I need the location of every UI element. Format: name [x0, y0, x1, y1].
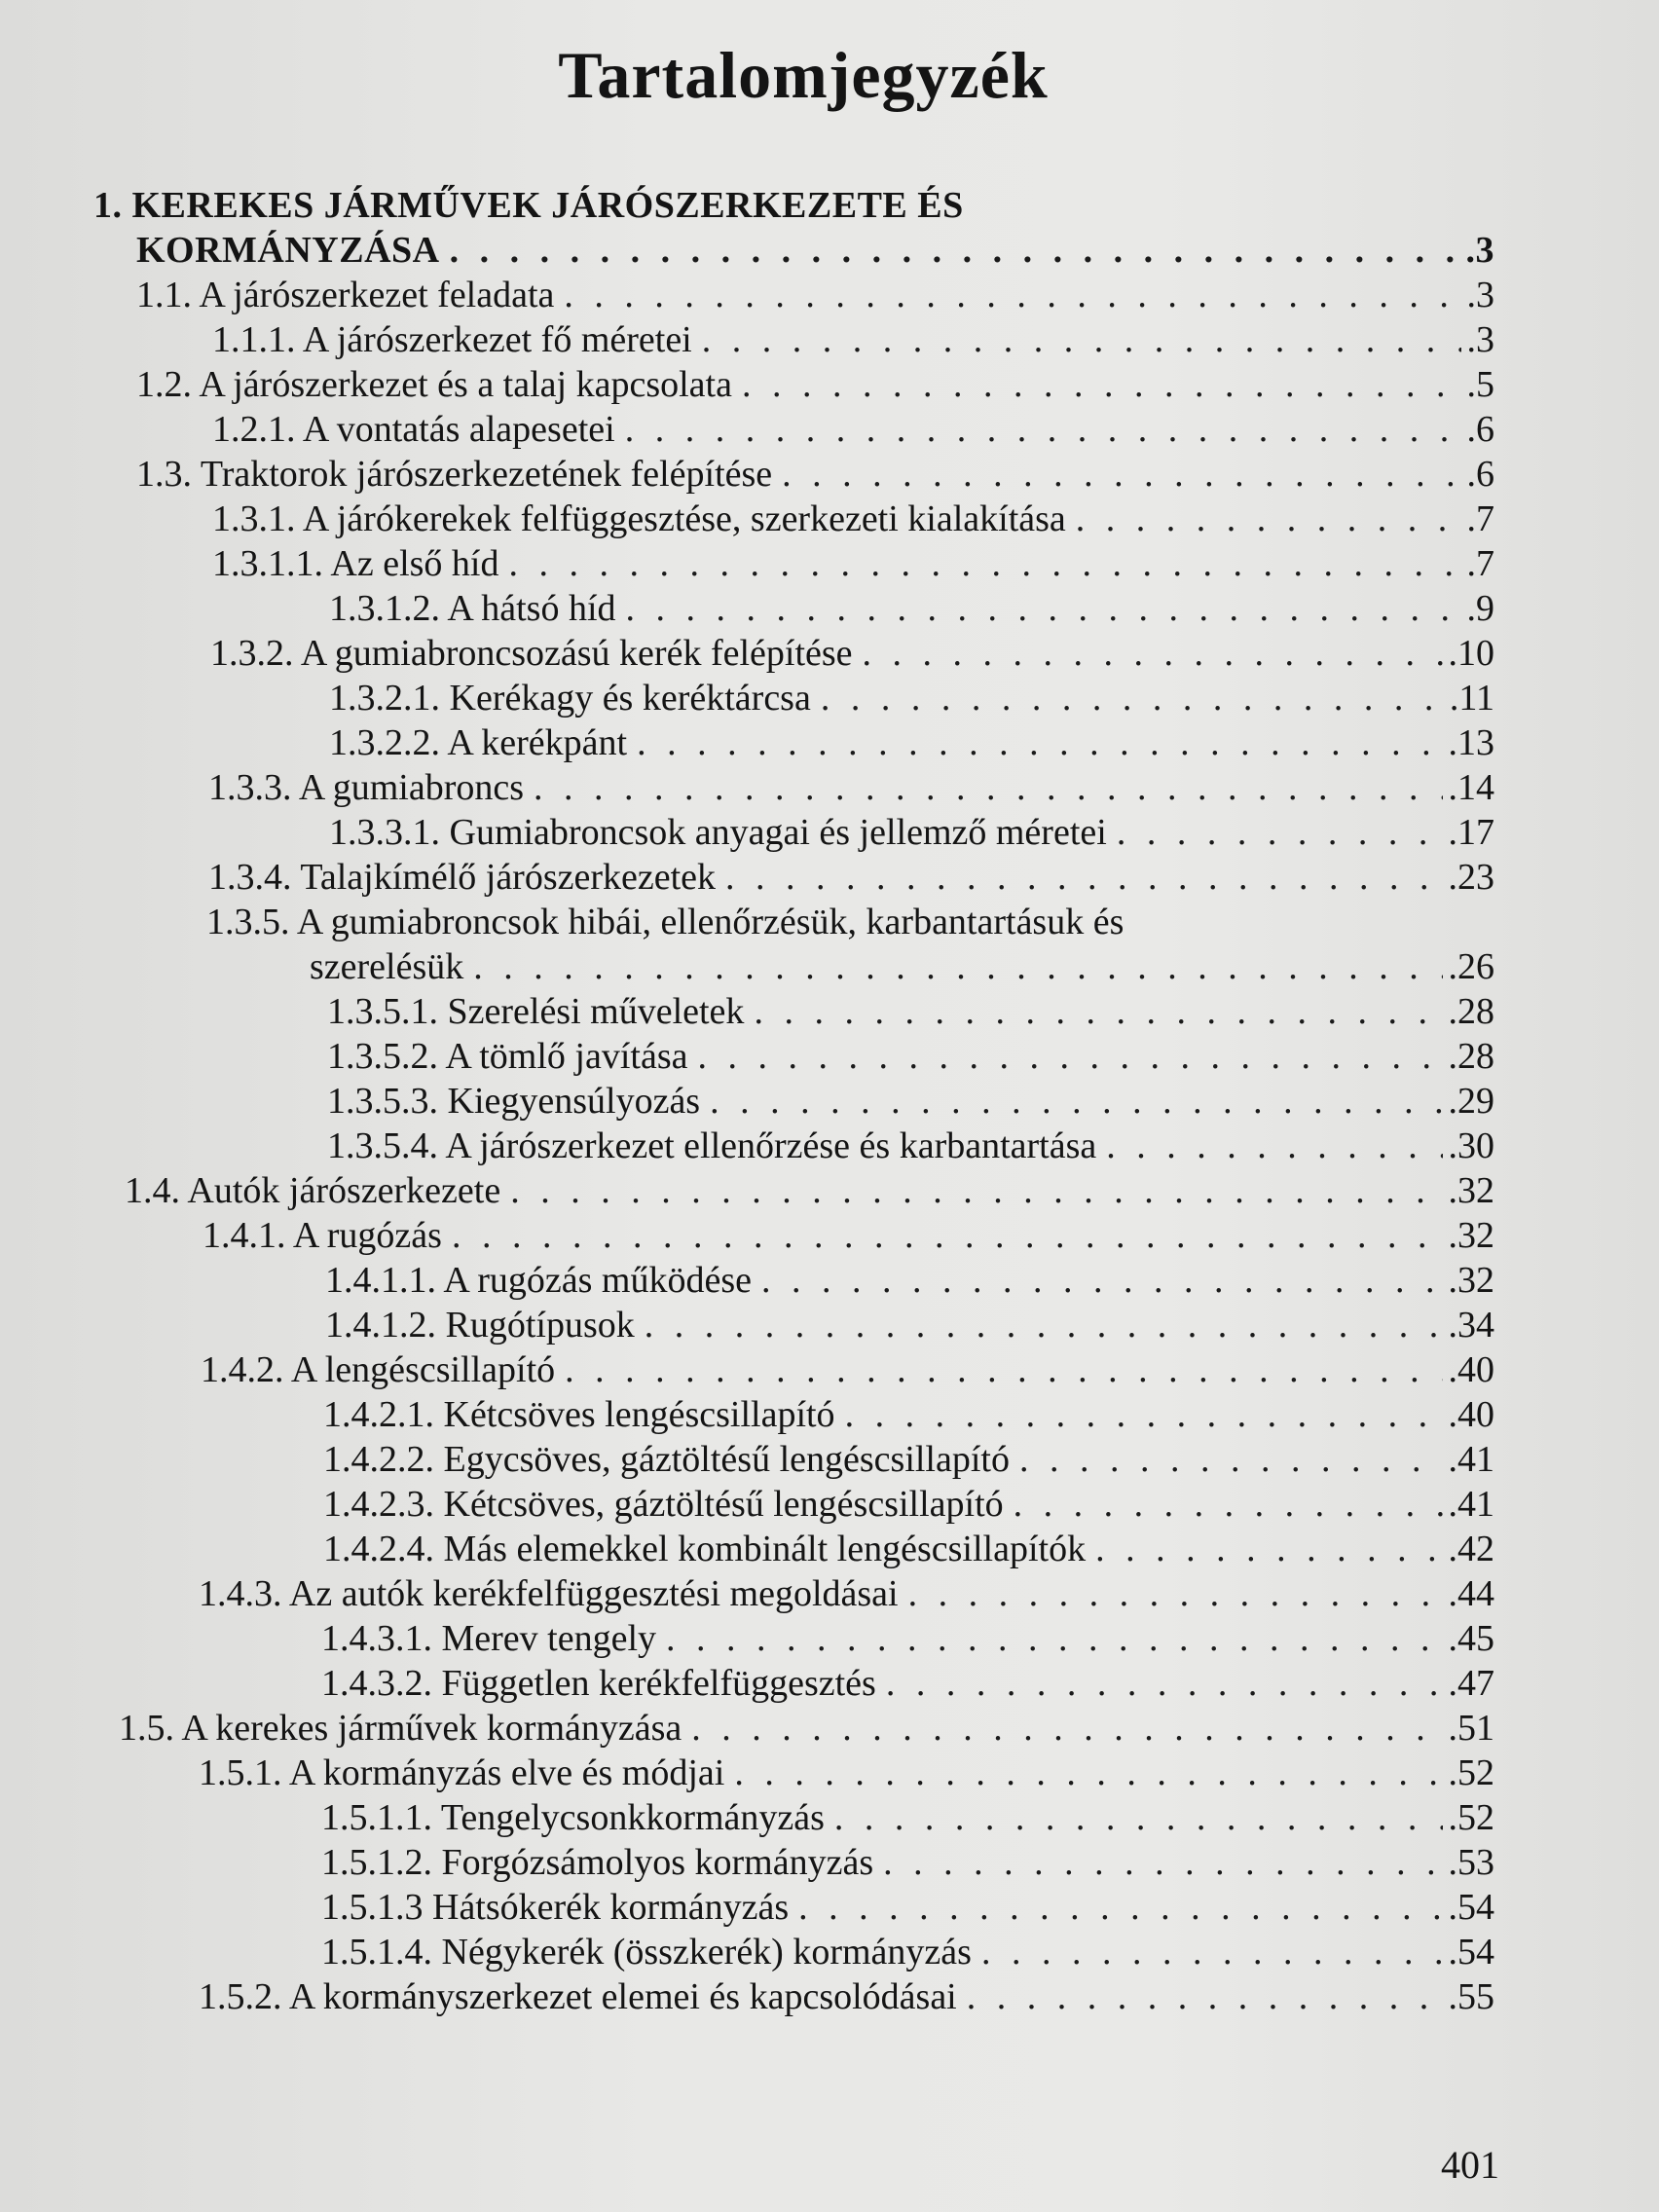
entry-label: 1.3.3. A gumiabroncs	[208, 767, 525, 808]
chapter-heading-line2: KORMÁNYZÁSA	[136, 230, 440, 271]
entry-label: 1.3.1. A járókerekek felfüggesztése, szerkezeti kialakítása	[212, 498, 1066, 539]
toc-entry	[203, 1213, 1494, 1258]
toc-entry-wrapped-line1: 1.3.5. A gumiabroncsok hibái, ellenőrzésük, karbantartásuk és	[206, 902, 1124, 942]
toc-entry	[325, 1303, 1494, 1347]
leader-dots	[742, 362, 1461, 407]
leader-dots	[1106, 1124, 1442, 1168]
page-number: .34	[1448, 1305, 1494, 1346]
leader-dots	[564, 273, 1460, 317]
leader-dots	[821, 676, 1444, 720]
entry-label: 1.4.2. A lengéscsillapító	[201, 1349, 556, 1390]
entry-label: szerelésük	[310, 946, 464, 987]
toc-entry	[321, 1795, 1494, 1840]
leader-dots	[734, 1751, 1442, 1795]
entry-label: 1.1.1. A járószerkezet fő méretei	[212, 319, 692, 360]
toc-entry	[325, 1258, 1494, 1303]
entry-label: 1.4.3.1. Merev tengely	[321, 1618, 657, 1659]
leader-dots	[450, 228, 1460, 273]
entry-label: 1.2.1. A vontatás alapesetei	[212, 409, 615, 450]
entry-label: 1.4.1. A rugózás	[203, 1215, 442, 1256]
entry-label: 1.4.2.4. Más elemekkel kombinált lengéscsillapítók	[323, 1529, 1087, 1569]
toc-entry	[199, 1974, 1494, 2019]
toc-entry	[212, 407, 1494, 452]
leader-dots	[666, 1616, 1442, 1661]
chapter-heading-line1: 1. KEREKES JÁRMŰVEK JÁRÓSZERKEZETE ÉS	[93, 185, 964, 226]
page-number: .11	[1449, 678, 1494, 719]
toc-entry	[327, 1124, 1494, 1168]
leader-dots	[508, 541, 1460, 586]
toc-entry	[321, 1930, 1494, 1974]
page-number: .47	[1448, 1663, 1494, 1704]
leader-dots	[565, 1347, 1442, 1392]
page-number: .40	[1448, 1394, 1494, 1435]
page-number: .30	[1448, 1125, 1494, 1166]
page-number: .54	[1448, 1887, 1494, 1928]
entry-label: 1.4.3. Az autók kerékfelfüggesztési megoldásai	[199, 1573, 899, 1614]
leader-dots	[798, 1885, 1442, 1930]
page-number: .41	[1448, 1484, 1494, 1525]
entry-label: 1.4.2.1. Kétcsöves lengéscsillapító	[323, 1394, 835, 1435]
toc-entry	[199, 1751, 1494, 1795]
leader-dots	[710, 1079, 1442, 1124]
entry-label: 1.3.1.1. Az első híd	[212, 543, 499, 584]
page-title: Tartalomjegyzék	[558, 38, 1049, 112]
entry-label: 1.3.5.3. Kiegyensúlyozás	[327, 1081, 701, 1122]
entry-label: 1.3.2.2. A kerékpánt	[329, 722, 628, 763]
page-number: .3	[1465, 230, 1494, 271]
entry-label: 1.3.3.1. Gumiabroncsok anyagai és jellemző méretei	[329, 812, 1107, 853]
entry-label: 1.4.2.3. Kétcsöves, gáztöltésű lengéscsillapító	[323, 1484, 1004, 1525]
leader-dots	[473, 944, 1442, 989]
page-number: .13	[1448, 722, 1494, 763]
leader-dots	[908, 1571, 1443, 1616]
entry-label: 1.3.4. Talajkímélő járószerkezetek	[208, 857, 717, 898]
entry-label: 1.4.2.2. Egycsöves, gáztöltésű lengéscsillapító	[323, 1439, 1010, 1480]
toc-entry	[212, 497, 1494, 541]
entry-label: 1.3.5.4. A járószerkezet ellenőrzése és karbantartása	[327, 1125, 1097, 1166]
leader-dots	[967, 1974, 1443, 2019]
toc-entry	[323, 1482, 1494, 1527]
toc-entry	[310, 944, 1494, 989]
toc-entry	[321, 1661, 1494, 1706]
toc-entry	[210, 631, 1494, 676]
leader-dots	[510, 1168, 1442, 1213]
leader-dots	[702, 317, 1461, 362]
leader-dots	[834, 1795, 1443, 1840]
page-number: .9	[1466, 588, 1494, 629]
page-number: .14	[1448, 767, 1494, 808]
toc-entry	[329, 586, 1494, 631]
leader-dots	[625, 407, 1461, 452]
entry-label: 1.5.1.4. Négykerék (összkerék) kormányzás	[321, 1932, 972, 1972]
leader-dots	[645, 1303, 1443, 1347]
leader-dots	[1095, 1527, 1442, 1571]
toc-entry	[321, 1840, 1494, 1885]
toc-entry	[329, 720, 1494, 765]
page-number: .45	[1448, 1618, 1494, 1659]
leader-dots	[761, 1258, 1442, 1303]
page-number: .51	[1448, 1708, 1494, 1749]
toc-entry	[212, 541, 1494, 586]
toc-entry	[212, 317, 1494, 362]
toc-entry	[208, 855, 1494, 900]
toc-entry	[136, 452, 1494, 497]
leader-dots	[782, 452, 1460, 497]
leader-dots	[697, 1034, 1442, 1079]
entry-label: 1.5.1.1. Tengelycsonkkormányzás	[321, 1797, 825, 1838]
page-number: .3	[1466, 275, 1494, 315]
page-number: .10	[1448, 633, 1494, 674]
toc-entry	[323, 1527, 1494, 1571]
page-number: .42	[1448, 1529, 1494, 1569]
page-number: .17	[1448, 812, 1494, 853]
page-number: .28	[1448, 1036, 1494, 1077]
leader-dots	[845, 1392, 1443, 1437]
toc-entry	[329, 810, 1494, 855]
page-number: .5	[1466, 364, 1494, 405]
page-number: .23	[1448, 857, 1494, 898]
entry-label: 1.3.2. A gumiabroncsozású kerék felépítése	[210, 633, 853, 674]
toc-entry	[321, 1885, 1494, 1930]
leader-dots	[637, 720, 1442, 765]
entry-label: 1.5.1.2. Forgózsámolyos kormányzás	[321, 1842, 874, 1883]
toc-entry	[323, 1392, 1494, 1437]
page-number: .26	[1448, 946, 1494, 987]
leader-dots	[1076, 497, 1461, 541]
leader-dots	[1019, 1437, 1443, 1482]
entry-label: 1.1. A járószerkezet feladata	[136, 275, 555, 315]
entry-label: 1.5.2. A kormányszerkezet elemei és kapcsolódásai	[199, 1976, 957, 2017]
page-number: .55	[1448, 1976, 1494, 2017]
entry-label: 1.4. Autók járószerkezete	[125, 1170, 501, 1211]
entry-label: 1.4.3.2. Független kerékfelfüggesztés	[321, 1663, 876, 1704]
page-number: .6	[1466, 454, 1494, 495]
toc-entry	[201, 1347, 1494, 1392]
leader-dots	[754, 989, 1442, 1034]
leader-dots	[1014, 1482, 1443, 1527]
entry-label: 1.3.1.2. A hátsó híd	[329, 588, 616, 629]
entry-label: 1.3. Traktorok járószerkezetének felépítése	[136, 454, 773, 495]
page-number: .41	[1448, 1439, 1494, 1480]
page-number: .3	[1466, 319, 1494, 360]
entry-label: 1.5.1. A kormányzás elve és módjai	[199, 1752, 725, 1793]
toc-entry	[136, 273, 1494, 317]
toc-entry	[327, 1079, 1494, 1124]
page-number: .32	[1448, 1170, 1494, 1211]
page-number: .7	[1466, 498, 1494, 539]
page-folio-number: 401	[1441, 2143, 1499, 2187]
page-number: .40	[1448, 1349, 1494, 1390]
toc-entry	[327, 989, 1494, 1034]
page-number: .54	[1448, 1932, 1494, 1972]
leader-dots	[626, 586, 1461, 631]
toc-entry	[119, 1706, 1494, 1751]
page-number: .52	[1448, 1752, 1494, 1793]
page-number: .52	[1448, 1797, 1494, 1838]
entry-label: 1.3.2.1. Kerékagy és keréktárcsa	[329, 678, 811, 719]
entry-label: 1.3.5.1. Szerelési műveletek	[327, 991, 745, 1032]
toc-entry	[208, 765, 1494, 810]
entry-label: 1.3.5.2. A tömlő javítása	[327, 1036, 688, 1077]
toc-entry	[329, 676, 1494, 720]
page-number: .53	[1448, 1842, 1494, 1883]
page-number: .28	[1448, 991, 1494, 1032]
toc-entry	[136, 362, 1494, 407]
leader-dots	[725, 855, 1442, 900]
entry-label: 1.5.1.3 Hátsókerék kormányzás	[321, 1887, 790, 1928]
leader-dots	[534, 765, 1442, 810]
toc-entry	[199, 1571, 1494, 1616]
entry-label: 1.5. A kerekes járművek kormányzása	[119, 1708, 682, 1749]
page-number: .32	[1448, 1260, 1494, 1301]
toc-entry	[327, 1034, 1494, 1079]
entry-label: 1.4.1.2. Rugótípusok	[325, 1305, 635, 1346]
toc-entry	[323, 1437, 1494, 1482]
leader-dots	[883, 1840, 1442, 1885]
page-number: .32	[1448, 1215, 1494, 1256]
leader-dots	[981, 1930, 1443, 1974]
entry-label: 1.4.1.1. A rugózás működése	[325, 1260, 753, 1301]
entry-label: 1.2. A járószerkezet és a talaj kapcsolata	[136, 364, 732, 405]
page-number: .44	[1448, 1573, 1494, 1614]
leader-dots	[1117, 810, 1443, 855]
page-number: .7	[1466, 543, 1494, 584]
leader-dots	[691, 1706, 1442, 1751]
leader-dots	[863, 631, 1443, 676]
leader-dots	[886, 1661, 1443, 1706]
leader-dots	[452, 1213, 1443, 1258]
page-number: .29	[1448, 1081, 1494, 1122]
toc-entry	[125, 1168, 1494, 1213]
chapter-heading	[136, 228, 1494, 273]
page-number: .6	[1466, 409, 1494, 450]
toc-entry	[321, 1616, 1494, 1661]
